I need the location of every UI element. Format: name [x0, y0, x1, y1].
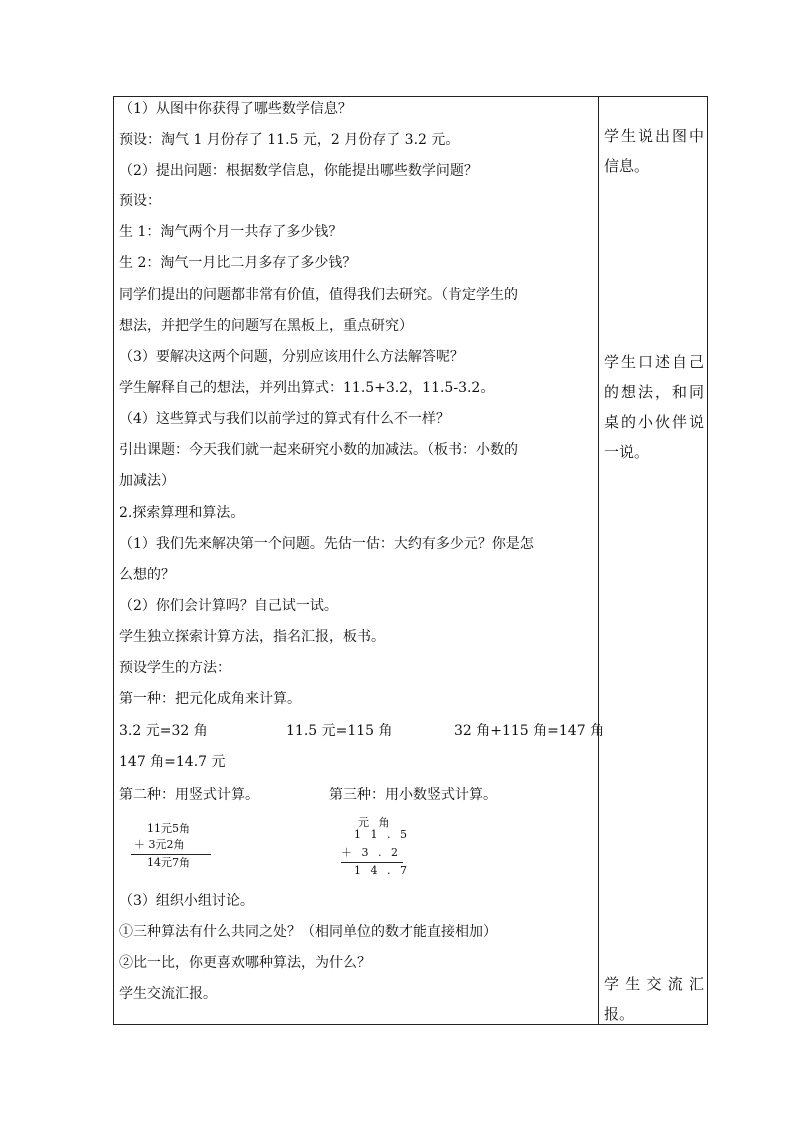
text-line: 学生交流汇报。 [119, 986, 217, 1002]
calc-item: 3.2 元=32 角 [119, 723, 208, 739]
vertical-line: 1 4 . 7 [354, 864, 410, 877]
text-line: 加减法） [119, 473, 175, 489]
text-line: （2）你们会计算吗？自己试一试。 [119, 598, 338, 614]
text-line: （2）提出问题：根据数学信息，你能提出哪些数学问题？ [119, 163, 478, 179]
column-divider [598, 97, 599, 1024]
vertical-line: 元 角 [358, 816, 393, 829]
side-note: 学生交流汇报。 [604, 975, 704, 1023]
method-two: 第二种：用竖式计算。 [119, 787, 259, 803]
vertical-line: 14元7角 [147, 856, 190, 869]
vertical-line: 11元5角 [147, 822, 190, 835]
text-line: 学生解释自己的想法，并列出算式：11.5+3.2，11.5-3.2。 [119, 380, 495, 396]
text-line: （3）要解决这两个问题，分别应该用什么方法解答呢？ [119, 349, 464, 365]
side-note: 学生口述自己的想法，和同桌的小伙伴说一说。 [604, 353, 704, 461]
text-line: 引出课题：今天我们就一起来研究小数的加减法。（板书：小数的 [119, 442, 518, 458]
text-line: ①三种算法有什么共同之处？（相同单位的数才能直接相加） [119, 924, 497, 940]
text-line: 预设：淘气 1 月份存了 11.5 元，2 月份存了 3.2 元。 [119, 132, 460, 148]
text-line: 预设学生的方法： [119, 660, 231, 676]
text-line: （3）组织小组讨论。 [119, 893, 254, 909]
text-line: 么想的？ [119, 567, 175, 583]
side-note: 学生说出图中信息。 [604, 127, 704, 175]
vertical-rule [341, 862, 403, 863]
text-line: 想法，并把学生的问题写在黑板上，重点研究） [119, 318, 413, 334]
text-line: 2.探索算理和算法。 [119, 505, 245, 521]
text-line: （1）从图中你获得了哪些数学信息？ [119, 101, 352, 117]
text-line: 学生独立探索计算方法，指名汇报，板书。 [119, 629, 385, 645]
vertical-line: 1 1 . 5 [354, 828, 410, 841]
text-line: 预设： [119, 193, 161, 209]
text-line: 同学们提出的问题都非常有价值，值得我们去研究。（肯定学生的 [119, 287, 518, 303]
vertical-line: ＋ 3元2角 [134, 838, 185, 851]
text-line: 第一种：把元化成角来计算。 [119, 691, 301, 707]
text-line: （1）我们先来解决第一个问题。先估一估：大约有多少元？你是怎 [119, 536, 534, 552]
vertical-rule [131, 854, 211, 855]
text-line: ②比一比，你更喜欢哪种算法，为什么？ [119, 955, 371, 971]
method-three: 第三种：用小数竖式计算。 [329, 787, 497, 803]
lesson-table [113, 96, 708, 1025]
text-line: 生 2：淘气一月比二月多存了多少钱？ [119, 255, 357, 271]
calc-item: 11.5 元=115 角 [286, 723, 393, 739]
calc-item: 32 角+115 角=147 角 [454, 723, 605, 739]
text-line: （4）这些算式与我们以前学过的算式有什么不一样？ [119, 411, 450, 427]
text-line: 生 1：淘气两个月一共存了多少钱？ [119, 224, 343, 240]
calc-result: 147 角=14.7 元 [119, 754, 226, 770]
vertical-line: ＋ 3 . 2 [341, 846, 401, 859]
